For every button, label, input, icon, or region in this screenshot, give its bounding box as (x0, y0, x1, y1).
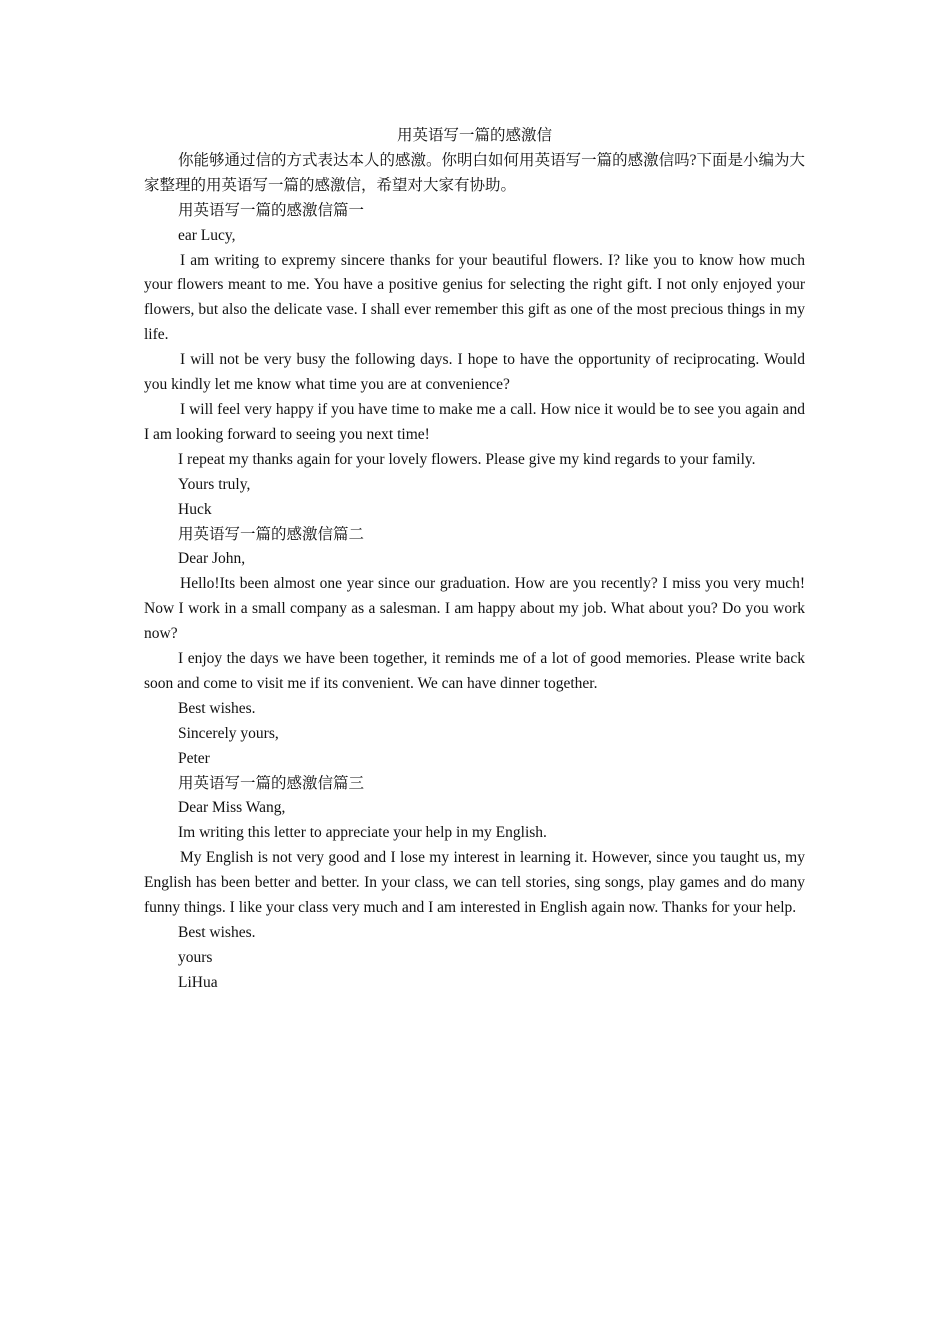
letter-3-paragraph: Im writing this letter to appreciate your help in my English. (178, 824, 547, 842)
letter-3-greeting: Dear Miss Wang, (178, 799, 286, 817)
letter-2-heading: 用英语写一篇的感激信篇二 (178, 525, 365, 543)
letter-2-closing: Sincerely yours, (178, 724, 279, 742)
letter-2-greeting: Dear John, (178, 550, 246, 568)
letter-2-closing: Best wishes. (178, 699, 256, 717)
letter-2-paragraph: Hello!Its been almost one year since our graduation. How are you recently? I miss you very much! Now I work in a small company as a salesman. I am happy about my job. What about you? Do you work now? (144, 575, 805, 643)
letter-1-heading: 用英语写一篇的感激信篇一 (178, 201, 365, 219)
letter-3-signature: LiHua (178, 973, 218, 991)
letter-1-paragraph: I am writing to expremy sincere thanks for your beautiful flowers. I? like you to know how much your flowers meant to me. You have a positive genius for selecting the right gift. I not only enjoyed your flowers, but also the delicate vase. I shall ever remember this gift as one of the most precious things in my life. (144, 251, 805, 344)
letter-3-paragraph: My English is not very good and I lose my interest in learning it. However, since you taught us, my English has been better and better. In your class, we can tell stories, sing songs, play games and do many funny things. I like your class very much and I am interested in English again now. Thanks for your help. (144, 849, 805, 917)
document-page (144, 124, 805, 996)
letter-1-closing: Yours truly, (178, 475, 251, 493)
letter-2-signature: Peter (178, 749, 210, 767)
letter-1-paragraph: I will not be very busy the following days. I hope to have the opportunity of reciprocating. Would you kindly let me know what time you are at convenience? (144, 351, 805, 394)
letter-3-heading: 用英语写一篇的感激信篇三 (178, 774, 365, 792)
letter-3-closing: Best wishes. (178, 924, 256, 941)
letter-2-paragraph: I enjoy the days we have been together, it reminds me of a lot of good memories. Please write back soon and come to visit me if its convenient. We can have dinner together. (144, 650, 805, 692)
letter-1-signature: Huck (178, 500, 212, 518)
letter-1-greeting: ear Lucy, (178, 226, 236, 244)
letter-1-paragraph: I will feel very happy if you have time to make me a call. How nice it would be to see you again and I am looking forward to seeing you next time! (144, 400, 805, 443)
letter-3-closing: yours (178, 948, 213, 966)
intro-paragraph: 你能够通过信的方式表达本人的感激。你明白如何用英语写一篇的感激信吗?下面是小编为大家整理的用英语写一篇的感激信，希望对大家有协助。 (144, 151, 805, 194)
letter-1-paragraph: I repeat my thanks again for your lovely flowers. Please give my kind regards to your family. (178, 450, 756, 468)
document-title: 用英语写一篇的感激信 (396, 127, 552, 144)
